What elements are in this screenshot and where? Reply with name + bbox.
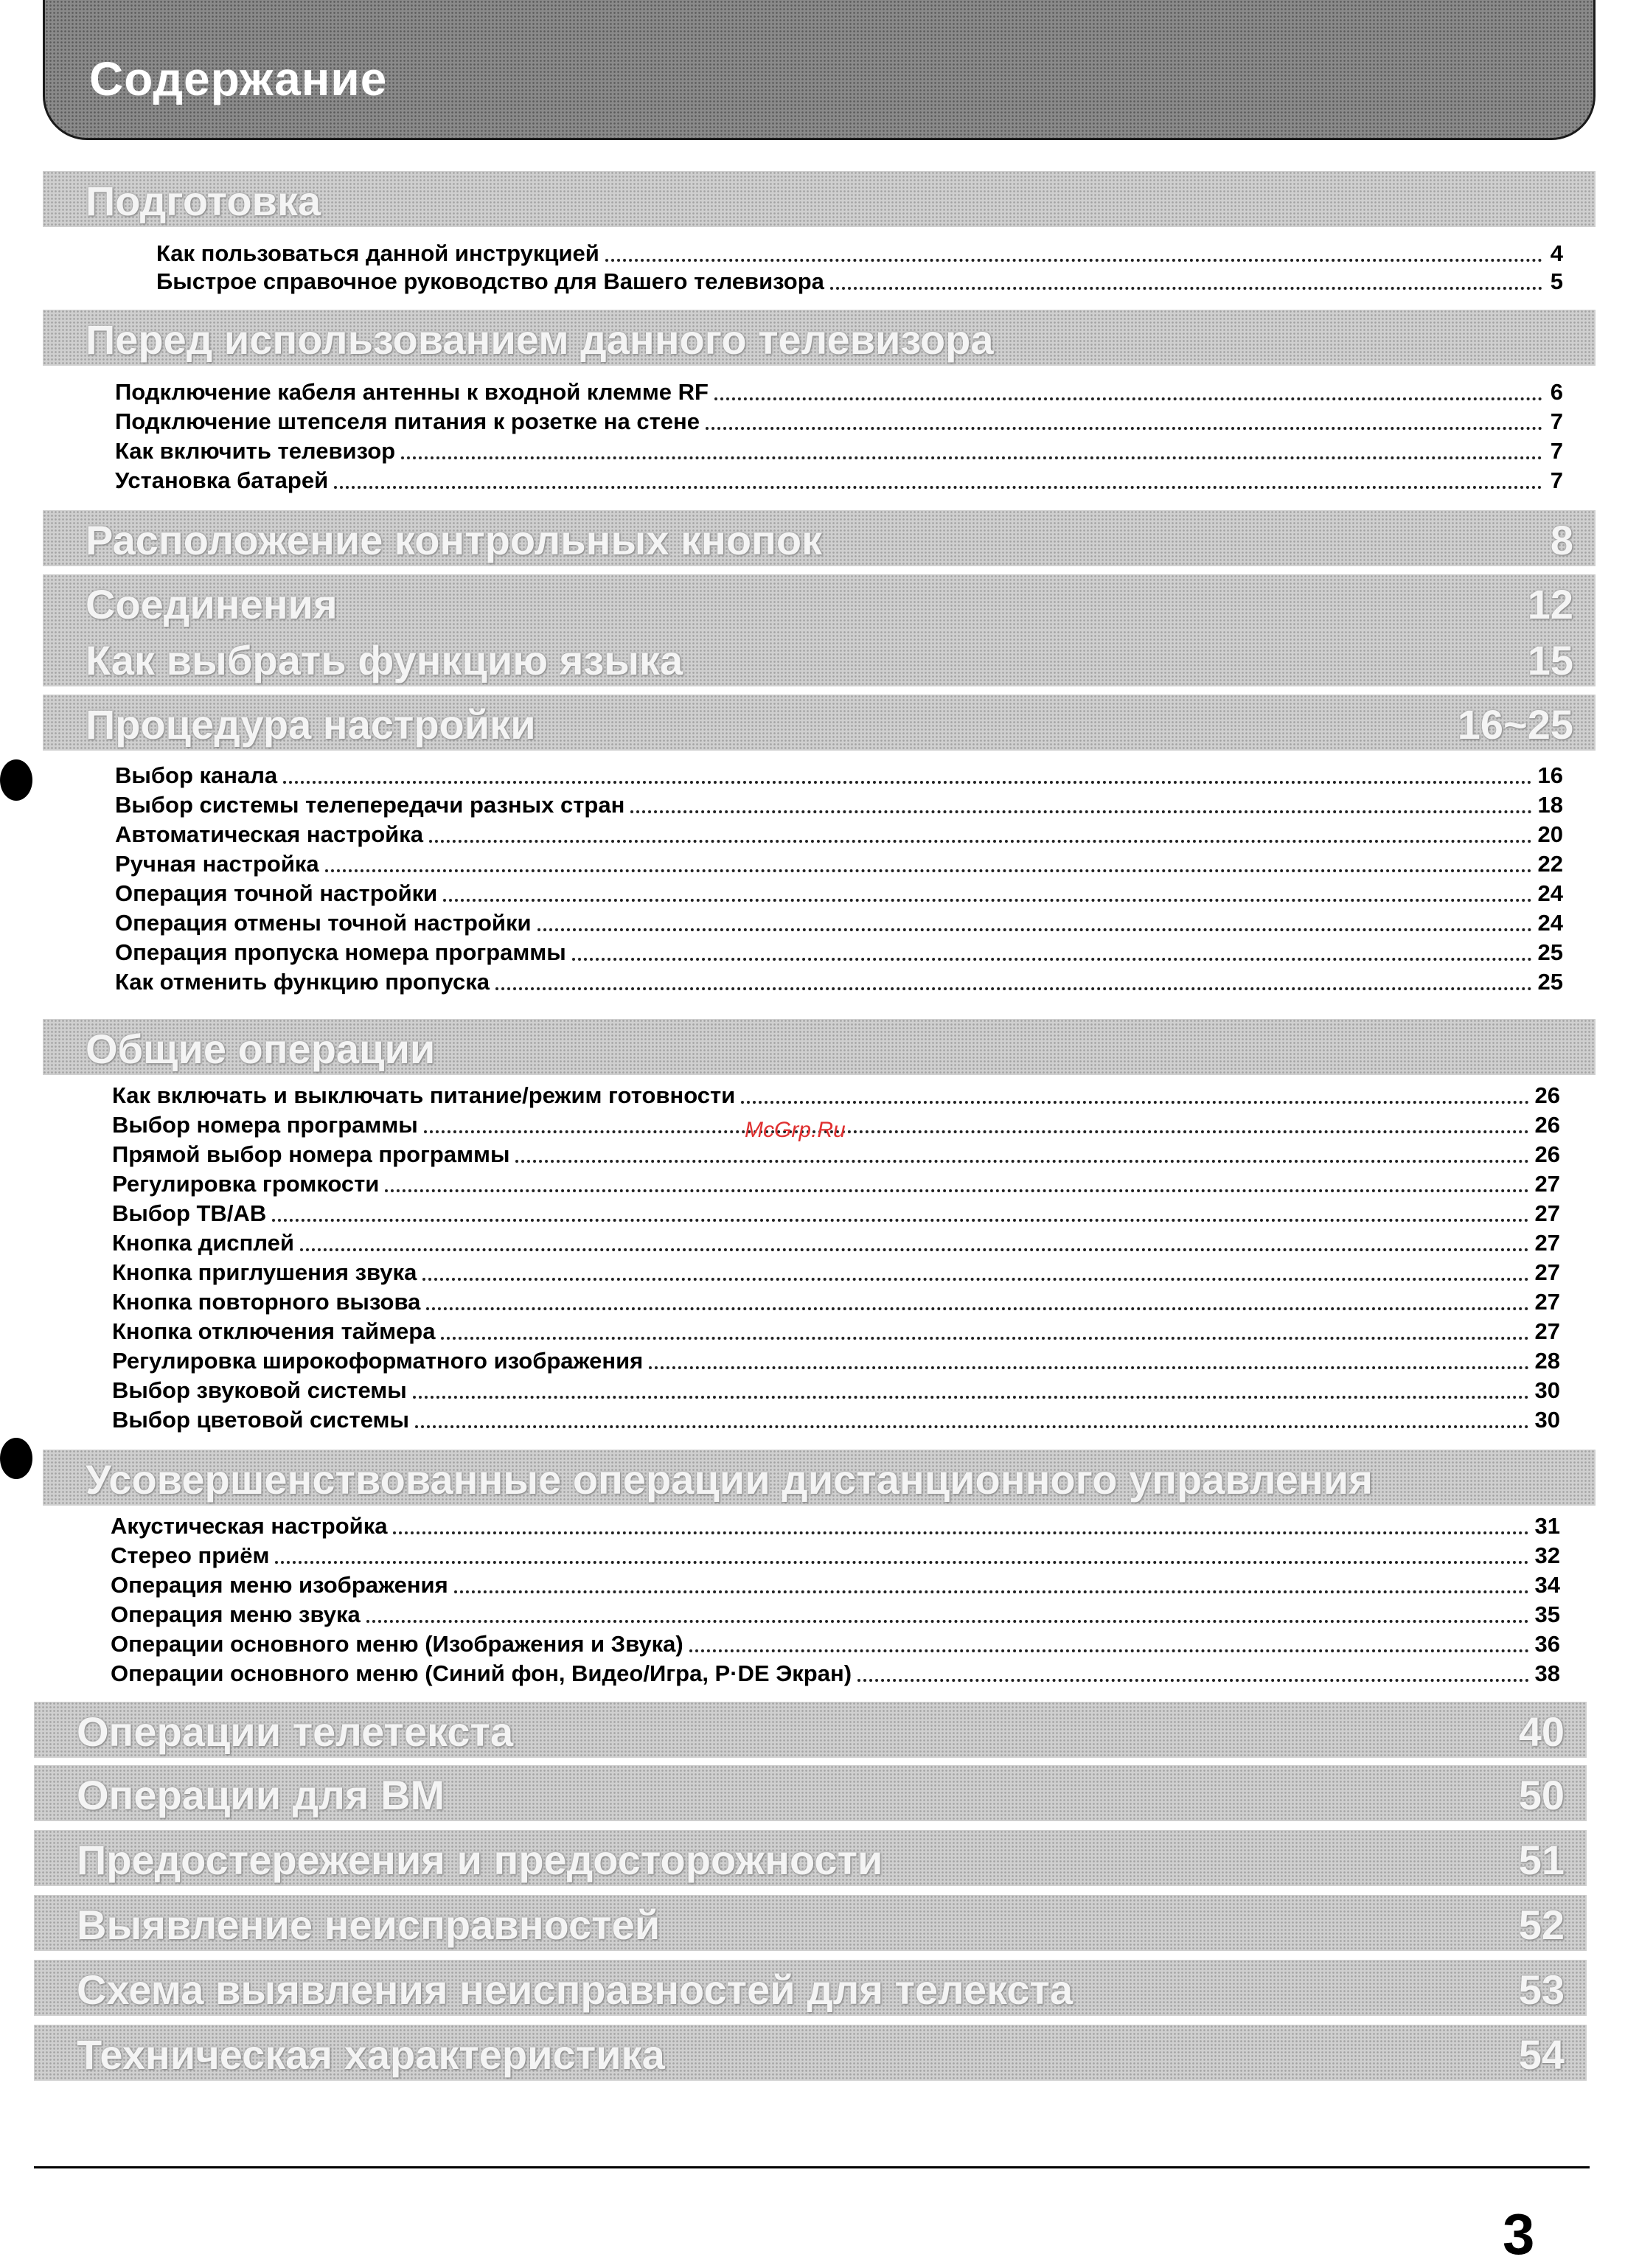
toc-entry (156, 265, 1563, 295)
toc-entry-page: 7 (1550, 438, 1563, 464)
dot-leader (515, 1159, 1528, 1163)
dot-leader (830, 286, 1542, 290)
toc-entry (111, 1540, 1560, 1569)
dot-leader (649, 1366, 1528, 1369)
toc-entry-text: Выбор ТВ/АВ (112, 1200, 267, 1226)
toc-entry (111, 1628, 1560, 1657)
dot-leader (857, 1678, 1528, 1682)
page-title: Содержание (89, 52, 388, 105)
toc-entry-page: 27 (1534, 1259, 1560, 1285)
toc-entry-page: 27 (1534, 1318, 1560, 1344)
toc-entry (112, 1256, 1560, 1286)
section-header (34, 1765, 1587, 1821)
toc-entry-page: 27 (1534, 1230, 1560, 1256)
footer-divider (34, 2166, 1590, 2168)
toc-entry-page: 27 (1534, 1289, 1560, 1315)
dot-leader (605, 258, 1542, 262)
section-header (34, 1960, 1587, 2016)
section-title: Усовершенствованные операции дистанционного управления (86, 1456, 1373, 1503)
toc-entry-page: 25 (1537, 939, 1563, 965)
toc-entry-page: 26 (1534, 1112, 1560, 1138)
section-header (43, 695, 1596, 751)
dot-leader (325, 869, 1532, 872)
section-title: Выявление неисправностей (77, 1902, 661, 1948)
toc-entry-text: Операция меню звука (111, 1601, 361, 1627)
binder-hole-icon (0, 759, 32, 801)
dot-leader (537, 928, 1532, 931)
dot-leader (714, 397, 1542, 400)
section-title: Соединения (86, 581, 338, 627)
toc-entry-page: 25 (1537, 969, 1563, 995)
toc-entry-page: 18 (1537, 792, 1563, 818)
dot-leader (275, 1560, 1528, 1564)
toc-entry-text: Подключение кабеля антенны к входной клемме RF (115, 379, 709, 405)
toc-entry-page: 6 (1550, 379, 1563, 405)
section-page: 54 (1518, 2031, 1565, 2078)
dot-leader (429, 839, 1532, 843)
toc-entry (112, 1138, 1560, 1168)
dot-leader (413, 1395, 1529, 1399)
dot-leader (385, 1189, 1528, 1192)
toc-entry-text: Операция меню изображения (111, 1572, 448, 1598)
toc-entry (112, 1374, 1560, 1404)
toc-entry-text: Выбор номера программы (112, 1112, 418, 1138)
toc-entry-text: Автоматическая настройка (115, 821, 423, 847)
toc-entry-page: 38 (1534, 1660, 1560, 1686)
toc-entry-text: Как пользоваться данной инструкцией (156, 240, 599, 266)
toc-entry-text: Акустическая настройка (111, 1513, 388, 1539)
toc-entry (111, 1599, 1560, 1628)
toc-entry-page: 28 (1534, 1348, 1560, 1374)
section-header (34, 1830, 1587, 1886)
dot-leader (366, 1619, 1529, 1623)
toc-entry-text: Подключение штепселя питания к розетке на стене (115, 408, 700, 434)
dot-leader (422, 1277, 1528, 1281)
toc-entry-text: Операция пропуска номера программы (115, 939, 566, 965)
section-title: Техническая характеристика (77, 2031, 665, 2078)
toc-entry-text: Как отменить функцию пропуска (115, 969, 490, 995)
toc-entry-page: 26 (1534, 1082, 1560, 1108)
dot-leader (300, 1248, 1529, 1251)
page-number: 3 (1503, 2202, 1535, 2267)
toc-entry (112, 1227, 1560, 1256)
toc-entry-page: 7 (1550, 467, 1563, 493)
dot-leader (706, 426, 1542, 430)
section-title: Операции телетекста (77, 1708, 514, 1755)
toc-entry (115, 818, 1563, 848)
section-header (34, 2025, 1587, 2081)
dot-leader (334, 485, 1542, 489)
dot-leader (495, 987, 1532, 990)
toc-entry (115, 936, 1563, 966)
toc-entry-text: Как включить телевизор (115, 438, 396, 464)
toc-entry-page: 30 (1534, 1407, 1560, 1433)
section-header (43, 1450, 1596, 1506)
section-title: Процедура настройки (86, 701, 536, 748)
section-title: Предостережения и предосторожности (77, 1837, 883, 1883)
section-page: 15 (1527, 637, 1573, 683)
toc-entry (112, 1315, 1560, 1345)
toc-entry-text: Кнопка отключения таймера (112, 1318, 436, 1344)
toc-entry (112, 1197, 1560, 1227)
toc-entry-text: Ручная настройка (115, 851, 319, 877)
section-header (43, 510, 1596, 566)
toc-entry-page: 36 (1534, 1631, 1560, 1657)
section-title: Схема выявления неисправностей для телекста (77, 1966, 1074, 2013)
toc-entry-page: 7 (1550, 408, 1563, 434)
toc-entry (115, 966, 1563, 995)
toc-entry (112, 1079, 1560, 1109)
toc-entry-page: 31 (1534, 1513, 1560, 1539)
section-header (43, 574, 1596, 630)
section-title: Подготовка (86, 178, 321, 224)
toc-entry-text: Кнопка повторного вызова (112, 1289, 421, 1315)
toc-entry-text: Прямой выбор номера программы (112, 1141, 510, 1167)
section-page: 12 (1527, 581, 1573, 627)
title-banner (43, 0, 1596, 140)
toc-entry-page: 22 (1537, 851, 1563, 877)
toc-entry (115, 848, 1563, 877)
dot-leader (272, 1218, 1528, 1222)
section-page: 52 (1518, 1902, 1565, 1948)
toc-entry (111, 1510, 1560, 1540)
toc-entry-page: 32 (1534, 1542, 1560, 1568)
toc-entry-text: Регулировка широкоформатного изображения (112, 1348, 644, 1374)
toc-entry-page: 26 (1534, 1141, 1560, 1167)
toc-entry (112, 1168, 1560, 1197)
dot-leader (454, 1590, 1529, 1593)
toc-entry-page: 27 (1534, 1200, 1560, 1226)
toc-entry-text: Операция отмены точной настройки (115, 910, 532, 936)
toc-entry (111, 1657, 1560, 1687)
dot-leader (283, 780, 1531, 784)
toc-entry (156, 237, 1563, 267)
toc-entry-page: 24 (1537, 880, 1563, 906)
toc-entry (115, 465, 1563, 494)
dot-leader (689, 1649, 1529, 1652)
toc-entry-page: 24 (1537, 910, 1563, 936)
toc-entry-text: Операции основного меню (Синий фон, Видео/Игра, P·DE Экран) (111, 1660, 852, 1686)
section-title: Общие операции (86, 1026, 436, 1072)
section-title: Расположение контрольных кнопок (86, 517, 823, 563)
toc-entry-text: Быстрое справочное руководство для Вашего телевизора (156, 268, 824, 294)
toc-entry (112, 1404, 1560, 1433)
toc-entry (115, 376, 1563, 406)
dot-leader (441, 1336, 1528, 1340)
dot-leader (426, 1307, 1528, 1310)
toc-entry-page: 4 (1550, 240, 1563, 266)
section-header (43, 171, 1596, 227)
toc-entry (111, 1569, 1560, 1599)
toc-entry (115, 877, 1563, 907)
section-page: 53 (1518, 1966, 1565, 2013)
toc-entry-page: 27 (1534, 1171, 1560, 1197)
toc-entry (112, 1345, 1560, 1374)
toc-entry-text: Выбор системы телепередачи разных стран (115, 792, 625, 818)
toc-entry-text: Как включать и выключать питание/режим готовности (112, 1082, 736, 1108)
toc-entry-page: 20 (1537, 821, 1563, 847)
section-title: Операции для ВМ (77, 1772, 445, 1818)
section-title: Перед использованием данного телевизора (86, 316, 994, 363)
section-header (43, 630, 1596, 686)
section-header (34, 1895, 1587, 1951)
dot-leader (401, 456, 1542, 459)
toc-entry (112, 1286, 1560, 1315)
toc-entry-text: Регулировка громкости (112, 1171, 380, 1197)
toc-entry (115, 435, 1563, 465)
toc-entry-text: Выбор звуковой системы (112, 1377, 407, 1403)
dot-leader (393, 1531, 1528, 1534)
toc-entry-text: Операция точной настройки (115, 880, 438, 906)
toc-entry (115, 789, 1563, 818)
dot-leader (572, 957, 1532, 961)
binder-hole-icon (0, 1438, 32, 1479)
dot-leader (415, 1425, 1529, 1428)
section-title: Как выбрать функцию языка (86, 637, 683, 683)
toc-entry-page: 35 (1534, 1601, 1560, 1627)
toc-entry-text: Стерео приём (111, 1542, 270, 1568)
section-page: 16~25 (1457, 701, 1573, 748)
toc-entry-page: 30 (1534, 1377, 1560, 1403)
dot-leader (630, 810, 1531, 813)
toc-entry (115, 406, 1563, 435)
toc-entry-text: Кнопка приглушения звука (112, 1259, 417, 1285)
section-header (34, 1702, 1587, 1758)
dot-leader (424, 1130, 1529, 1133)
section-page: 40 (1518, 1708, 1565, 1755)
toc-entry (115, 759, 1563, 789)
section-page: 50 (1518, 1772, 1565, 1818)
toc-entry-text: Установка батарей (115, 467, 329, 493)
toc-entry-text: Выбор канала (115, 762, 278, 788)
toc-entry-page: 16 (1537, 762, 1563, 788)
dot-leader (443, 898, 1531, 902)
toc-entry (115, 907, 1563, 936)
section-header (43, 1019, 1596, 1075)
toc-entry-text: Выбор цветовой системы (112, 1407, 409, 1433)
toc-entry-page: 5 (1550, 268, 1563, 294)
watermark: McGrp.Ru (745, 1118, 846, 1142)
toc-entry-text: Кнопка дисплей (112, 1230, 294, 1256)
section-page: 8 (1550, 517, 1573, 563)
dot-leader (741, 1100, 1528, 1104)
section-page: 51 (1518, 1837, 1565, 1883)
toc-entry-text: Операции основного меню (Изображения и Звука) (111, 1631, 683, 1657)
toc-entry-page: 34 (1534, 1572, 1560, 1598)
section-header (43, 310, 1596, 366)
